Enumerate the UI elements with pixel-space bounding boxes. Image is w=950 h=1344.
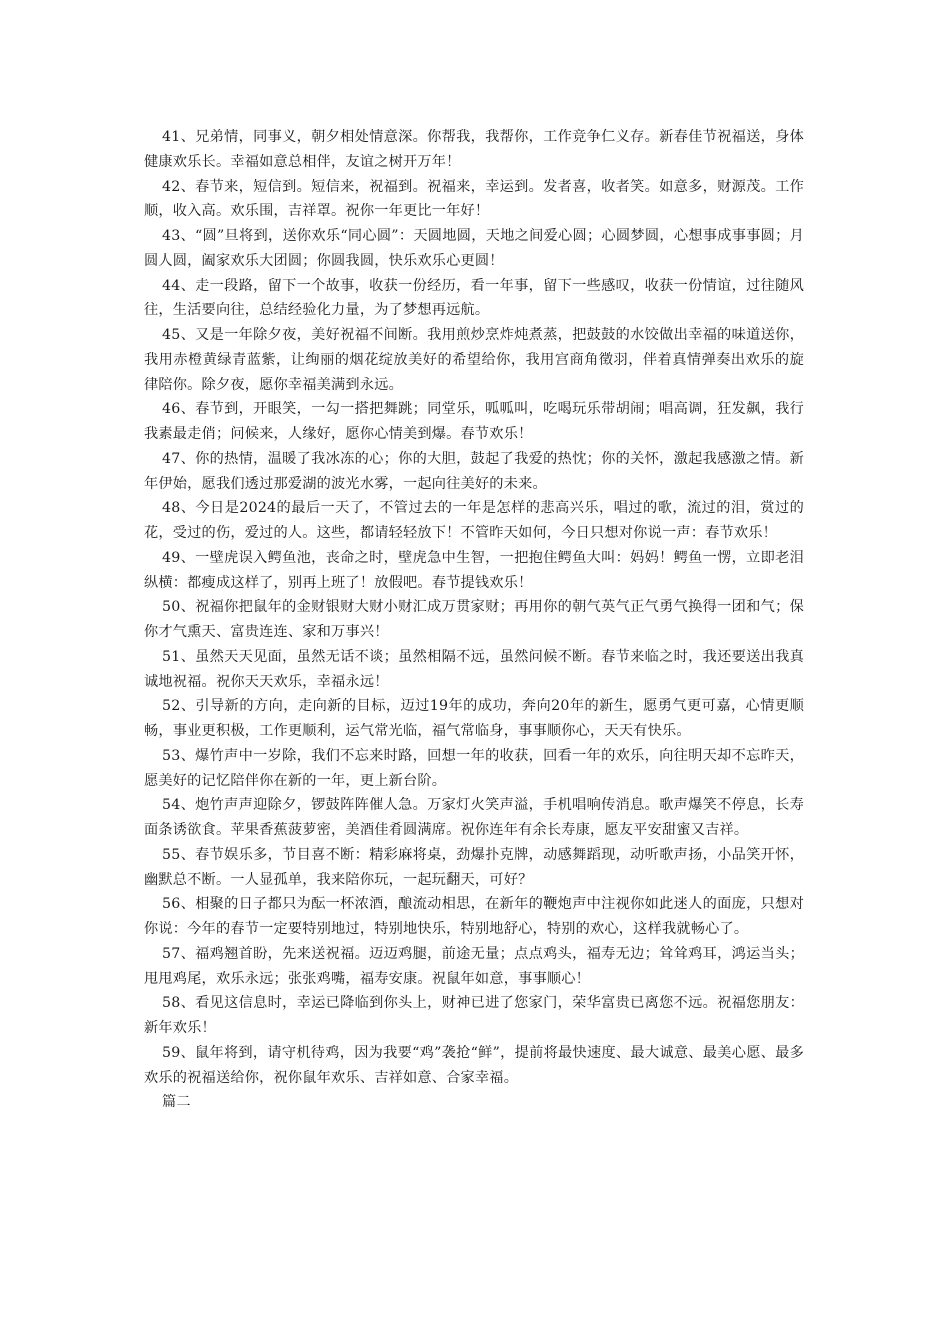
paragraph-45: 45、又是一年除夕夜，美好祝福不间断。我用煎炒烹炸炖煮蒸，把鼓鼓的水饺做出幸福的味道送你，我用赤橙黄绿青蓝紫，让绚丽的烟花绽放美好的希望给你，我用宫商角徵羽，伴着真情弹奏出欢乐的旋律陪你。除夕夜，愿你幸福美满到永远。	[144, 327, 804, 393]
paragraph-55: 55、春节娱乐多，节目喜不断：精彩麻将桌，劲爆扑克牌，动感舞蹈现，动听歌声扬，小品笑开怀，幽默总不断。一人显孤单，我来陪你玩，一起玩翻天，可好？	[144, 846, 804, 888]
paragraph-58: 58、看见这信息时，幸运已降临到你头上，财神已进了您家门，荣华富贵已离您不远。祝福您朋友：新年欢乐！	[144, 995, 804, 1036]
paragraph-42: 42、春节来，短信到。短信来，祝福到。祝福来，幸运到。发者喜，收者笑。如意多，财源茂。工作顺，收入高。欢乐围，吉祥罩。祝你一年更比一年好！	[144, 178, 804, 220]
paragraph-49: 49、一壁虎误入鳄鱼池，丧命之时，壁虎急中生智，一把抱住鳄鱼大叫：妈妈！鳄鱼一愣，立即老泪纵横：都瘦成这样了，别再上班了！放假吧。春节提钱欢乐！	[144, 549, 804, 591]
paragraph-54: 54、炮竹声声迎除夕，锣鼓阵阵催人急。万家灯火笑声溢，手机唱响传消息。歌声爆笑不停息，长寿面条诱欲食。苹果香蕉菠萝密，美酒佳肴圆满席。祝你连年有余长寿康，愿友平安甜蜜又吉祥。	[144, 797, 804, 838]
document-page	[144, 125, 804, 1115]
paragraph-47: 47、你的热情，温暖了我冰冻的心；你的大胆，鼓起了我爱的热忱；你的关怀，激起我感激之情。新年伊始，愿我们透过那爱湖的波光水雾，一起向往美好的未来。	[144, 450, 804, 492]
paragraph-48: 48、今日是2024的最后一天了，不管过去的一年是怎样的悲高兴乐，唱过的歌，流过的泪，赏过的花，受过的伤，爱过的人。这些，都请轻轻放下！不管昨天如何，今日只想对你说一声：春节欢乐！	[144, 500, 804, 541]
paragraph-59: 59、鼠年将到，请守机待鸡，因为我要“鸡”袭抢“鲜”，提前将最快速度、最大诚意、最美心愿、最多欢乐的祝福送给你，祝你鼠年欢乐、吉祥如意、合家幸福。	[144, 1044, 804, 1086]
paragraph-41: 41、兄弟情，同事义，朝夕相处情意深。你帮我，我帮你，工作竞争仁义存。新春佳节祝福送，身体健康欢乐长。幸福如意总相伴，友谊之树开万年！	[144, 129, 804, 170]
paragraph-53: 53、爆竹声中一岁除，我们不忘来时路，回想一年的收获，回看一年的欢乐，向往明天却不忘昨天，愿美好的记忆陪伴你在新的一年，更上新台阶。	[144, 747, 804, 789]
paragraph-56: 56、相聚的日子都只为酝一杯浓酒，酿流动相思，在新年的鞭炮声中注视你如此迷人的面庞，只想对你说：今年的春节一定要特别地过，特别地快乐，特别地舒心，特别的欢心，这样我就畅心了。	[144, 896, 804, 937]
paragraph-44: 44、走一段路，留下一个故事，收获一份经历，看一年事，留下一些感叹，收获一份情谊，过往随风往，生活要向往，总结经验化力量，为了梦想再远航。	[144, 277, 804, 319]
paragraph-50: 50、祝福你把鼠年的金财银财大财小财汇成万贯家财；再用你的朝气英气正气勇气换得一团和气；保你才气熏天、富贵连连、家和万事兴！	[144, 599, 804, 640]
section-heading: 篇二	[162, 1094, 191, 1111]
paragraph-51: 51、虽然天天见面，虽然无话不谈；虽然相隔不远，虽然问候不断。春节来临之时，我还要送出我真诚地祝福。祝你天天欢乐，幸福永远！	[144, 648, 804, 690]
paragraph-52: 52、引导新的方向，走向新的目标，迈过19年的成功，奔向20年的新生，愿勇气更可嘉，心情更顺畅，事业更积极，工作更顺利，运气常光临，福气常临身，事事顺你心，天天有快乐。	[144, 698, 804, 739]
paragraph-46: 46、春节到，开眼笑，一勾一搭把舞跳；同堂乐，呱呱叫，吃喝玩乐带胡闹；唱高调，狂发飙，我行我素最走俏；问候来，人缘好，愿你心情美到爆。春节欢乐！	[144, 401, 804, 442]
paragraph-57: 57、福鸡翘首盼，先来送祝福。迈迈鸡腿，前途无量；点点鸡头，福寿无边；耸耸鸡耳，鸿运当头；甩甩鸡尾，欢乐永远；张张鸡嘴，福寿安康。祝鼠年如意，事事顺心！	[144, 945, 804, 987]
paragraph-43: 43、“圆”旦将到，送你欢乐“同心圆”：天圆地圆，天地之间爱心圆；心圆梦圆，心想事成事事圆；月圆人圆，阖家欢乐大团圆；你圆我圆，快乐欢乐心更圆！	[144, 228, 804, 269]
